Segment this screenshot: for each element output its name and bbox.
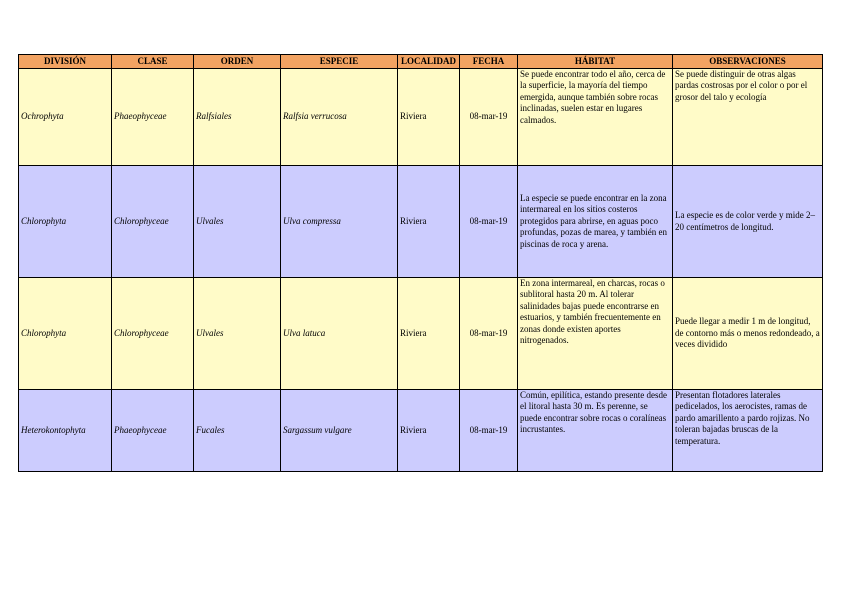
header-especie: ESPECIE <box>281 55 398 69</box>
table-row <box>19 69 823 166</box>
cell-habitat: Común, epilítica, estando presente desde el litoral hasta 30 m. Es perenne, se puede encontrar sobre rocas o coralíneas incrustantes. <box>518 390 673 472</box>
cell-division: Chlorophyta <box>19 166 112 278</box>
cell-especie: Ulva latuca <box>281 278 398 390</box>
cell-fecha: 08-mar-19 <box>460 166 518 278</box>
cell-observaciones: La especie es de color verde y mide 2–20 centímetros de longitud. <box>673 166 823 278</box>
header-observaciones: OBSERVACIONES <box>673 55 823 69</box>
cell-localidad: Riviera <box>398 390 460 472</box>
cell-habitat: En zona intermareal, en charcas, rocas o sublitoral hasta 20 m. Al tolerar salinidades bajas puede encontrarse en estuarios, y también frecuentemente en zonas donde existen aportes nitrogenados. <box>518 278 673 390</box>
cell-localidad: Riviera <box>398 166 460 278</box>
cell-division: Ochrophyta <box>19 69 112 166</box>
header-habitat: HÁBITAT <box>518 55 673 69</box>
table-row <box>19 278 823 390</box>
header-localidad: LOCALIDAD <box>398 55 460 69</box>
species-table <box>18 54 823 472</box>
cell-habitat: Se puede encontrar todo el año, cerca de la superficie, la mayoría del tiempo emergida, aunque también sobre rocas inclinadas, suelen estar en lugares calmados. <box>518 69 673 166</box>
header-orden: ORDEN <box>194 55 281 69</box>
cell-especie: Sargassum vulgare <box>281 390 398 472</box>
header-division: DIVISIÓN <box>19 55 112 69</box>
cell-fecha: 08-mar-19 <box>460 69 518 166</box>
cell-orden: Ralfsiales <box>194 69 281 166</box>
cell-orden: Ulvales <box>194 166 281 278</box>
cell-observaciones: Puede llegar a medir 1 m de longitud, de contorno más o menos redondeado, a veces dividido <box>673 278 823 390</box>
cell-observaciones: Se puede distinguir de otras algas pardas costrosas por el color o por el grosor del talo y ecología <box>673 69 823 166</box>
header-row <box>19 55 823 69</box>
cell-observaciones: Presentan flotadores laterales pedicelados, los aerocistes, ramas de pardo amarillento a pardo rojizas. No toleran bajadas bruscas de la temperatura. <box>673 390 823 472</box>
cell-clase: Phaeophyceae <box>112 69 194 166</box>
cell-orden: Fucales <box>194 390 281 472</box>
cell-localidad: Riviera <box>398 69 460 166</box>
cell-especie: Ralfsia verrucosa <box>281 69 398 166</box>
table-row <box>19 166 823 278</box>
cell-clase: Phaeophyceae <box>112 390 194 472</box>
header-fecha: FECHA <box>460 55 518 69</box>
header-clase: CLASE <box>112 55 194 69</box>
cell-clase: Chlorophyceae <box>112 278 194 390</box>
cell-fecha: 08-mar-19 <box>460 390 518 472</box>
cell-orden: Ulvales <box>194 278 281 390</box>
table-row <box>19 390 823 472</box>
cell-division: Chlorophyta <box>19 278 112 390</box>
cell-clase: Chlorophyceae <box>112 166 194 278</box>
cell-habitat: La especie se puede encontrar en la zona intermareal en los sitios costeros protegidos para abrirse, en aguas poco profundas, pozas de marea, y también en piscinas de roca y arena. <box>518 166 673 278</box>
cell-division: Heterokontophyta <box>19 390 112 472</box>
cell-fecha: 08-mar-19 <box>460 278 518 390</box>
cell-localidad: Riviera <box>398 278 460 390</box>
cell-especie: Ulva compressa <box>281 166 398 278</box>
